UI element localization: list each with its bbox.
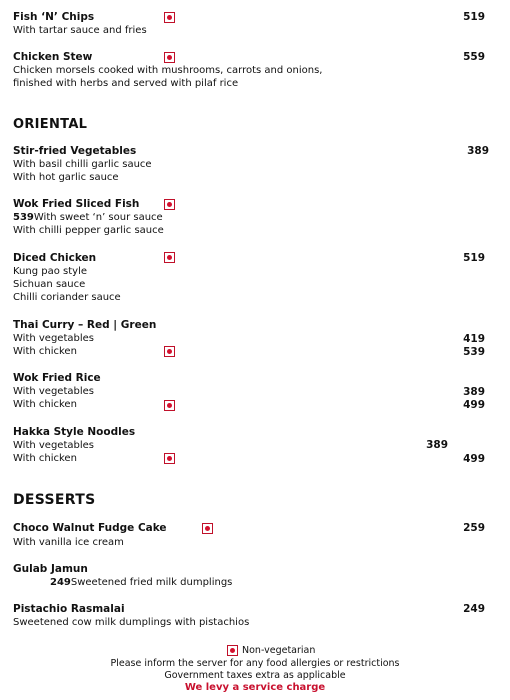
item-description: Chicken morsels cooked with mushrooms, carrots and onions, [13, 65, 323, 76]
item-price: 259 [463, 522, 485, 534]
item-price: 499 [463, 453, 485, 465]
item-option: With chicken [13, 399, 77, 410]
item-description: Chilli coriander sauce [13, 292, 121, 303]
section-heading-oriental: ORIENTAL [13, 117, 88, 132]
item-name: Wok Fried Sliced Fish [13, 198, 140, 210]
item-price: 389 [463, 386, 485, 398]
service-charge-note: We levy a service charge [184, 682, 326, 693]
item-name: Stir-fried Vegetables [13, 145, 137, 157]
item-option: With chicken [13, 453, 77, 464]
allergy-note: Please inform the server for any food allergies or restrictions [110, 658, 400, 669]
item-description: Kung pao style [13, 266, 88, 277]
item-price: 539 [463, 346, 485, 358]
non-veg-icon [202, 523, 213, 534]
item-price: 519 [463, 252, 485, 264]
non-veg-icon [164, 400, 175, 411]
item-option: With vegetables [13, 440, 94, 451]
non-veg-legend-label: Non-vegetarian [242, 645, 316, 656]
item-name: Chicken Stew [13, 51, 93, 63]
item-description: With chilli pepper garlic sauce [13, 225, 164, 236]
item-description: With tartar sauce and fries [13, 25, 147, 36]
item-description-text: With sweet ‘n’ sour sauce [33, 212, 163, 223]
non-veg-legend-icon [227, 645, 238, 656]
non-veg-icon [164, 199, 175, 210]
item-description: finished with herbs and served with pilaf rice [13, 78, 239, 89]
item-price: 389 [467, 145, 489, 157]
item-description: With hot garlic sauce [13, 172, 119, 183]
item-option: With vegetables [13, 386, 94, 397]
tax-note: Government taxes extra as applicable [164, 670, 346, 681]
item-name: Choco Walnut Fudge Cake [13, 522, 167, 534]
item-price: 389 [426, 439, 448, 451]
non-veg-icon [164, 252, 175, 263]
item-name: Pistachio Rasmalai [13, 603, 125, 615]
item-price: 249 [463, 603, 485, 615]
item-description-text: Sweetened fried milk dumplings [70, 577, 233, 588]
inline-price: 249 [50, 577, 71, 588]
item-name: Thai Curry – Red | Green [13, 319, 157, 331]
inline-price: 539 [13, 212, 34, 223]
item-name: Hakka Style Noodles [13, 426, 136, 438]
non-veg-icon [164, 52, 175, 63]
item-description: Sweetened cow milk dumplings with pistachios [13, 617, 250, 628]
item-description: With basil chilli garlic sauce [13, 159, 152, 170]
item-name: Fish ‘N’ Chips [13, 11, 95, 23]
item-description [13, 212, 163, 223]
item-option: With vegetables [13, 333, 94, 344]
item-name: Gulab Jamun [13, 563, 88, 575]
item-price: 419 [463, 333, 485, 345]
non-veg-icon [164, 346, 175, 357]
item-name: Diced Chicken [13, 252, 97, 264]
item-description: With vanilla ice cream [13, 537, 124, 548]
item-price: 559 [463, 51, 485, 63]
item-description: Sichuan sauce [13, 279, 86, 290]
non-veg-icon [164, 453, 175, 464]
section-heading-desserts: DESSERTS [13, 492, 96, 508]
item-price: 519 [463, 11, 485, 23]
non-veg-icon [164, 12, 175, 23]
item-description [50, 577, 232, 588]
item-option: With chicken [13, 346, 77, 357]
item-name: Wok Fried Rice [13, 372, 101, 384]
item-price: 499 [463, 399, 485, 411]
